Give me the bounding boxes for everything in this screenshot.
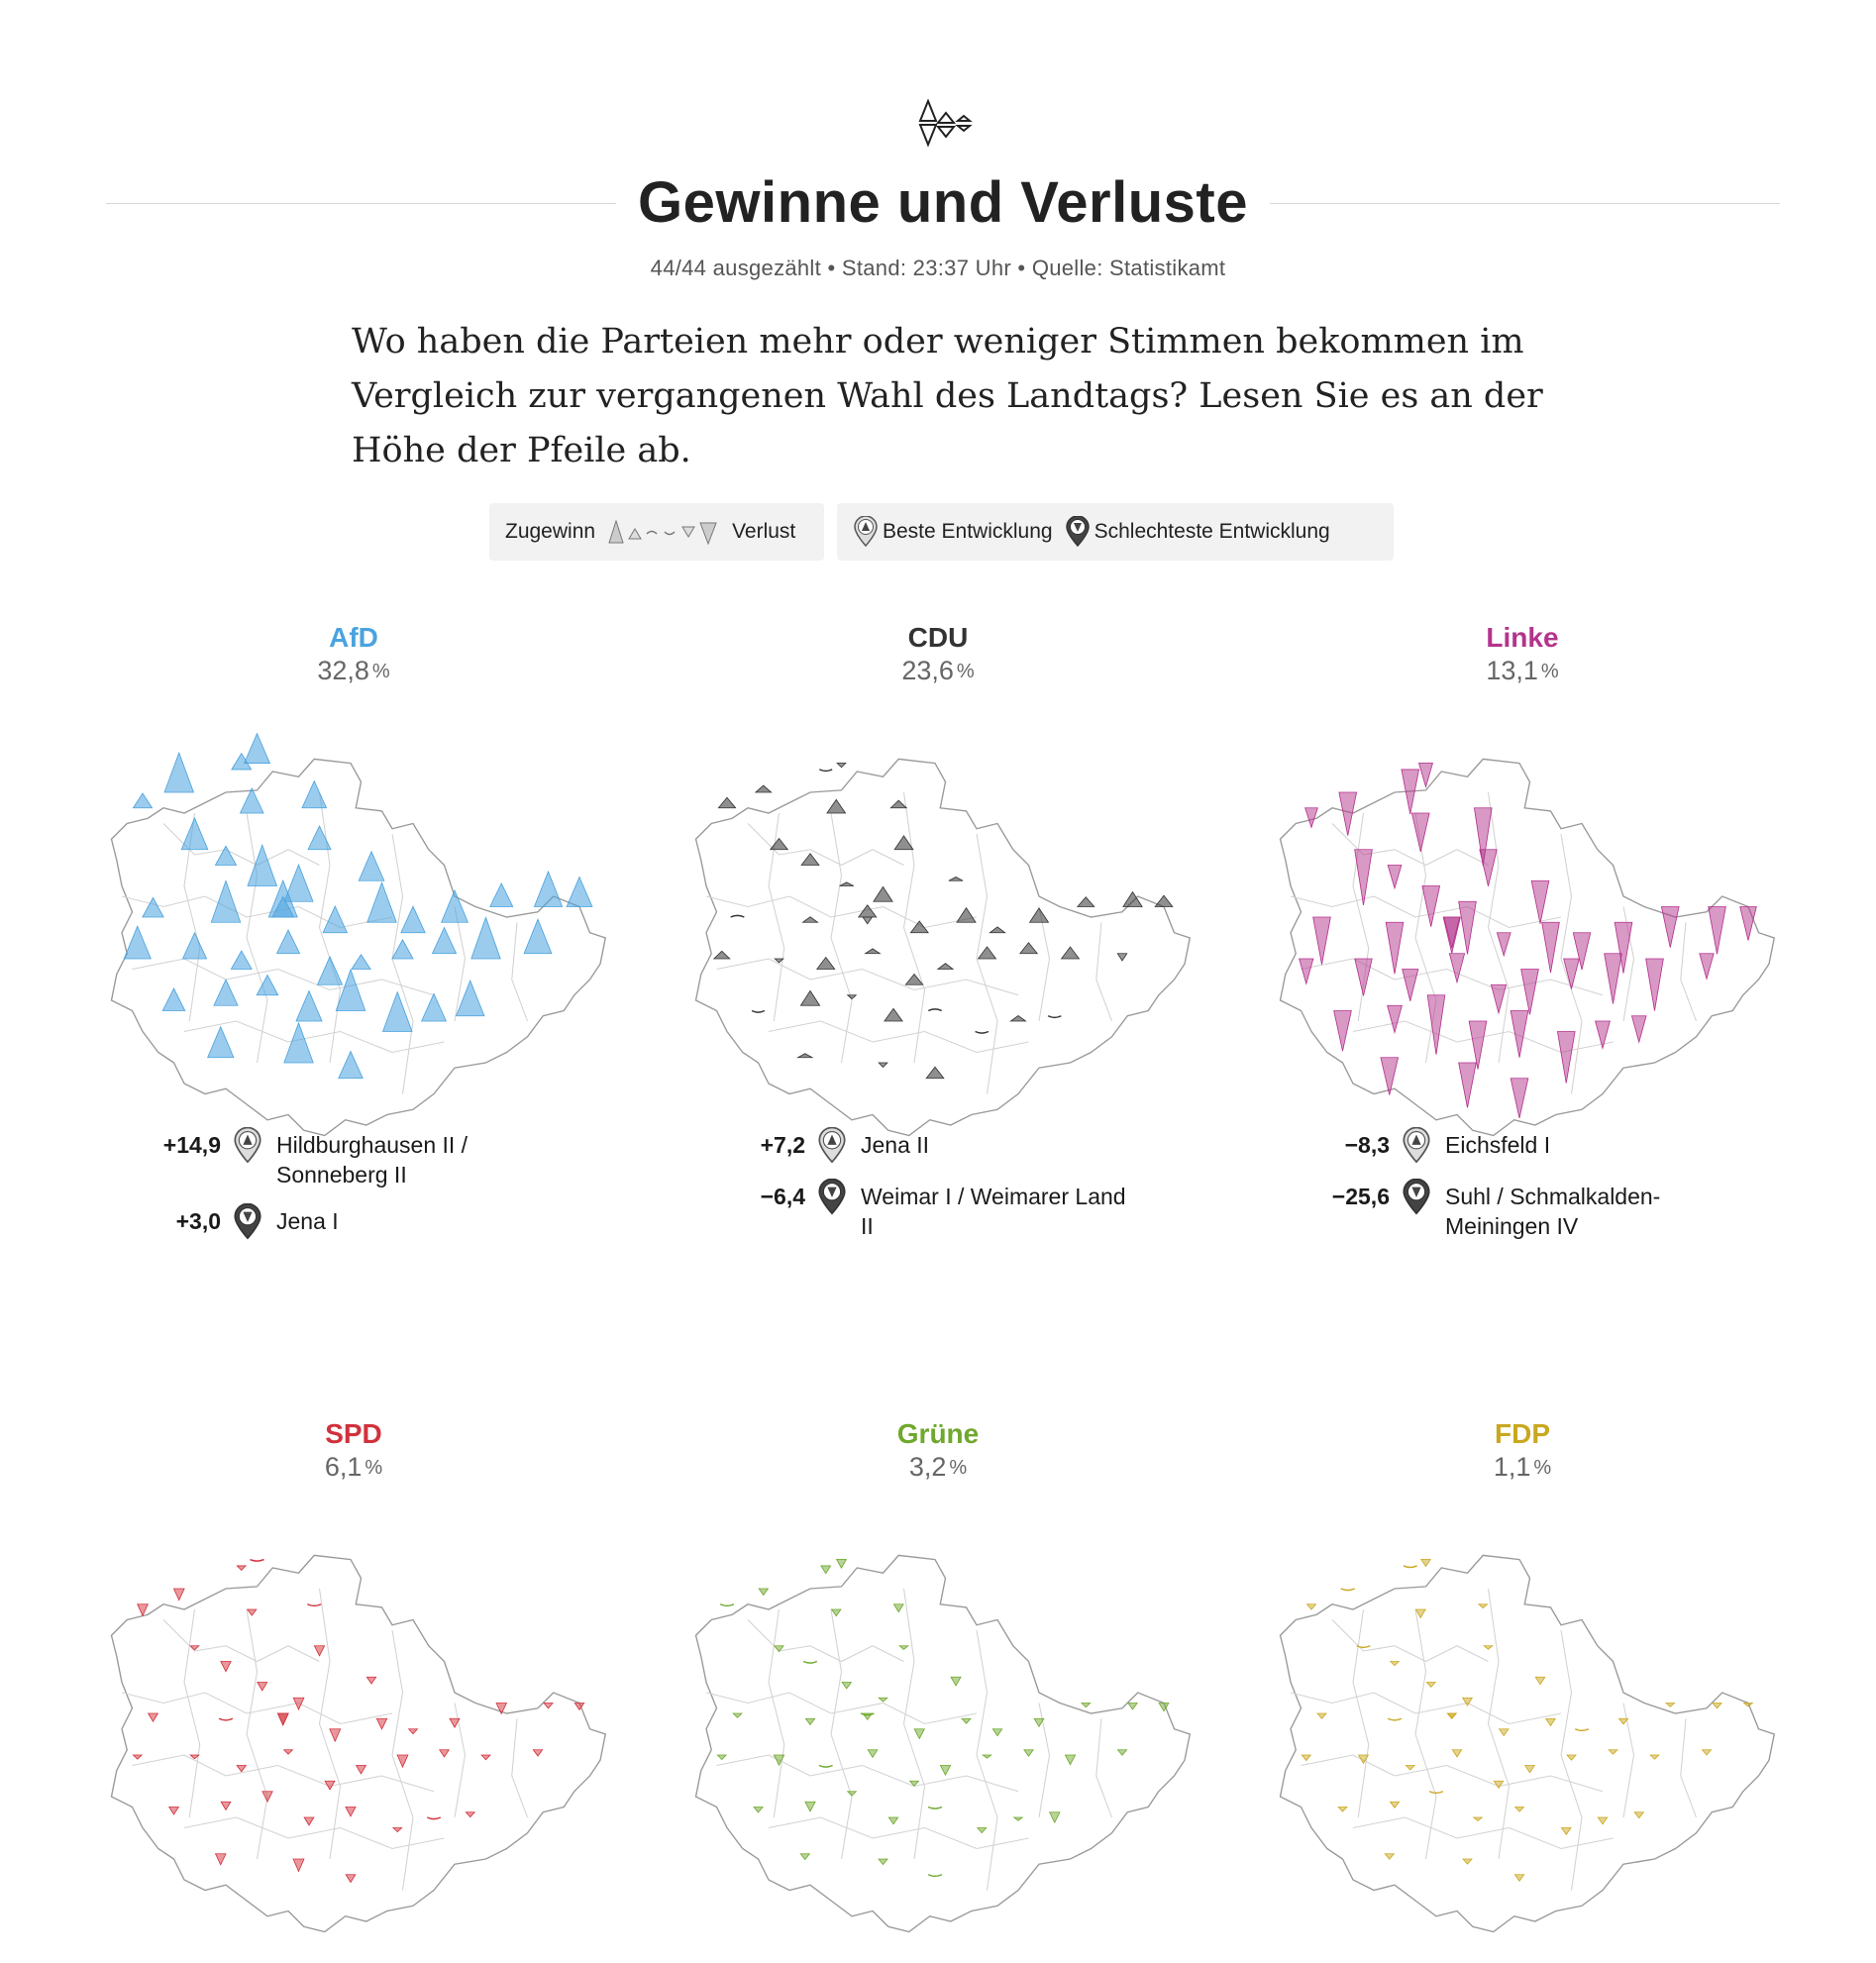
party-share — [1255, 1452, 1790, 1483]
district-arrow — [756, 785, 772, 792]
worst-district: Weimar I / Weimarer Land II — [861, 1184, 1126, 1239]
party-share-value: 23,6 — [901, 656, 954, 685]
map-layer — [1281, 1555, 1775, 1931]
district-arrow — [490, 883, 513, 907]
percent-sign: % — [956, 661, 975, 682]
worst-pin-icon — [817, 1179, 847, 1216]
district-arrow — [1419, 764, 1433, 787]
district-arrow — [821, 1566, 831, 1574]
percent-sign: % — [1540, 661, 1559, 682]
worst-row — [86, 1203, 621, 1241]
state-outline — [696, 1555, 1191, 1931]
best-value: +14,9 — [162, 1132, 221, 1158]
party-panel-cdu — [671, 622, 1205, 1239]
map-layer — [1281, 759, 1775, 1135]
best-pin-icon — [233, 1127, 262, 1165]
party-panel-fdp — [1255, 1418, 1790, 1483]
district-arrow — [1666, 1704, 1675, 1707]
legend-gain-label: Zugewinn — [505, 520, 596, 543]
party-name: CDU — [907, 622, 969, 653]
worst-pin-icon — [1402, 1179, 1431, 1216]
thuringia-map — [86, 1527, 621, 1963]
district-arrow — [245, 734, 270, 764]
best-district: Jena II — [861, 1132, 930, 1158]
district-arrow — [534, 872, 562, 906]
party-panel-spd — [86, 1418, 621, 1483]
district-arrow — [1155, 895, 1173, 906]
title-divider-left — [106, 203, 616, 204]
district-arrow — [251, 1560, 264, 1562]
party-panel-gruene — [671, 1418, 1205, 1483]
worst-pin-icon — [233, 1203, 262, 1241]
party-name: Linke — [1486, 622, 1559, 653]
best-district: Hildburghausen II / Sonneberg II — [276, 1132, 469, 1188]
thuringia-map — [86, 731, 621, 1167]
map-layer — [112, 1555, 606, 1931]
worst-value: −6,4 — [760, 1184, 805, 1209]
party-stats — [671, 1127, 1205, 1255]
thuringia-map — [1255, 1527, 1790, 1963]
legend-best-label: Beste Entwicklung — [883, 520, 1053, 543]
district-arrow — [133, 793, 152, 808]
best-pin-icon — [817, 1127, 847, 1165]
party-share-value: 3,2 — [908, 1452, 947, 1482]
party-name: FDP — [1495, 1418, 1550, 1449]
worst-row — [1255, 1179, 1790, 1241]
best-pin-icon — [853, 516, 879, 548]
district-arrow — [138, 1604, 149, 1616]
party-share — [86, 656, 621, 686]
lead-text: Wo haben die Parteien mehr oder weniger Stimmen bekommen im Vergleich zur vergangenen Wahl des Landtags? Lesen Sie es an der Höhe der Pfeile ab. — [352, 322, 1543, 470]
legend-worst-label: Schlechteste Entwicklung — [1094, 520, 1330, 543]
party-share — [1255, 656, 1790, 686]
worst-row — [671, 1179, 1205, 1241]
party-stats — [86, 1127, 621, 1255]
district-arrow — [1078, 897, 1094, 907]
party-name: SPD — [325, 1418, 382, 1449]
map-layer — [112, 734, 606, 1136]
party-share-value: 1,1 — [1493, 1452, 1531, 1482]
party-share-value: 6,1 — [324, 1452, 363, 1482]
thuringia-map — [671, 1527, 1205, 1963]
district-arrow — [173, 1589, 184, 1601]
legend-loss-label: Verlust — [732, 520, 796, 543]
best-pin-icon — [1402, 1127, 1431, 1165]
district-arrow — [837, 1560, 847, 1569]
district-arrow — [718, 797, 735, 807]
map-layer — [696, 1555, 1191, 1931]
district-arrow — [1082, 1704, 1091, 1707]
map-layer — [696, 759, 1191, 1135]
party-panel-afd — [86, 622, 621, 1234]
state-outline — [112, 1555, 606, 1931]
worst-district: Jena I — [276, 1208, 339, 1234]
page-title: Gewinne und Verluste — [638, 170, 1248, 235]
best-district: Eichsfeld I — [1445, 1132, 1551, 1158]
gain-loss-arrows-icon — [916, 99, 976, 149]
legend-best-worst — [837, 503, 1394, 561]
best-row — [1255, 1127, 1790, 1165]
thuringia-map — [1255, 731, 1790, 1167]
district-arrow — [1404, 1566, 1417, 1568]
thuringia-map — [671, 731, 1205, 1167]
percent-sign: % — [1533, 1457, 1552, 1479]
district-arrow — [1421, 1560, 1430, 1567]
party-panel-linke — [1255, 622, 1790, 1239]
title-divider-right — [1270, 203, 1780, 204]
best-value: −8,3 — [1344, 1132, 1390, 1158]
party-name: Grüne — [896, 1418, 980, 1449]
party-share — [671, 656, 1205, 686]
best-value: +7,2 — [760, 1132, 805, 1158]
worst-value: −25,6 — [1331, 1184, 1390, 1209]
best-row — [86, 1127, 621, 1189]
count-status: 44/44 ausgezählt • Stand: 23:37 Uhr • Quelle: Statistikamt — [650, 256, 1226, 280]
district-arrow — [237, 1566, 246, 1571]
district-arrow — [164, 753, 193, 792]
party-share — [86, 1452, 621, 1483]
district-arrow — [1341, 1589, 1355, 1591]
legend-gain-loss — [489, 503, 824, 561]
best-row — [671, 1127, 1205, 1165]
state-outline — [696, 759, 1191, 1135]
district-arrow — [759, 1589, 768, 1596]
title-row — [106, 163, 1780, 243]
party-share-value: 13,1 — [1486, 656, 1538, 685]
district-arrow — [1307, 1604, 1316, 1609]
worst-district: Suhl / Schmalkalden-Meiningen IV — [1445, 1184, 1661, 1239]
party-stats — [1255, 1127, 1790, 1255]
district-arrow — [720, 1604, 734, 1606]
district-arrow — [837, 764, 846, 768]
percent-sign: % — [365, 1457, 383, 1479]
state-outline — [1281, 1555, 1775, 1931]
arrow-scale-icon — [605, 519, 722, 545]
district-arrow — [819, 770, 832, 772]
party-share — [671, 1452, 1205, 1483]
party-share-value: 32,8 — [317, 656, 369, 685]
percent-sign: % — [949, 1457, 968, 1479]
worst-pin-icon — [1065, 516, 1091, 548]
party-name: AfD — [329, 622, 378, 653]
worst-value: +3,0 — [175, 1208, 221, 1234]
percent-sign: % — [371, 661, 390, 682]
district-arrow — [567, 878, 592, 907]
